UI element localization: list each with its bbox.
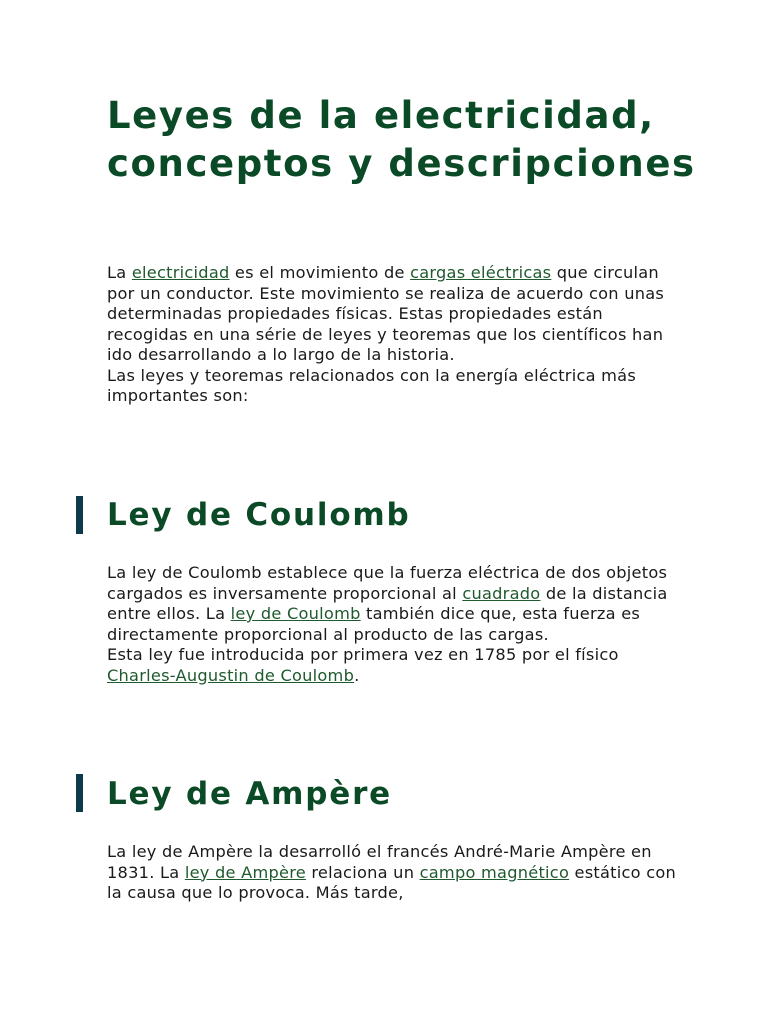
link-campo-magnetico[interactable]: campo magnético — [419, 862, 570, 882]
intro-text-1: La — [107, 263, 132, 282]
link-ley-de-ampere[interactable]: ley de Ampère — [184, 862, 306, 882]
coulomb-text-4: Esta ley fue introducida por primera vez en 1785 por el físico — [107, 645, 619, 664]
heading-ley-de-ampere: Ley de Ampère — [107, 776, 393, 812]
coulomb-text-3: también dice que, esta fuerza es directamente proporcional al producto de las cargas. — [107, 604, 641, 644]
ampere-paragraph — [107, 842, 677, 904]
intro-text-3: que circulan por un conductor. Este movimiento se realiza de acuerdo con unas determinadas propiedades físicas. Estas propiedades están recogidas en una série de leyes y teoremas que los científicos han ido desarrollando a lo largo de la historia. — [107, 263, 665, 364]
section-marker-coulomb — [76, 496, 83, 534]
link-ley-de-coulomb[interactable]: ley de Coulomb — [230, 604, 361, 623]
link-cuadrado[interactable]: cuadrado — [462, 583, 541, 603]
heading-ley-de-coulomb: Ley de Coulomb — [107, 497, 411, 533]
ampere-text-3: estático con la causa que lo provoca. Más tarde, — [107, 862, 677, 902]
intro-text-2: es el movimiento de — [229, 263, 411, 282]
link-cargas-electricas[interactable]: cargas eléctricas — [410, 263, 552, 282]
coulomb-text-5: . — [354, 665, 360, 685]
intro-text-4: Las leyes y teoremas relacionados con la energía eléctrica más importantes son: — [107, 365, 637, 405]
coulomb-paragraph — [107, 563, 677, 686]
coulomb-text-1: La ley de Coulomb establece que la fuerza eléctrica de dos objetos cargados es inversamente proporcional al — [107, 563, 668, 603]
section-marker-ampere — [76, 774, 83, 812]
link-electricidad[interactable]: electricidad — [131, 263, 230, 282]
intro-paragraph — [107, 263, 677, 407]
ampere-text-2: relaciona un — [305, 862, 420, 882]
coulomb-text-2: de la distancia entre ellos. La — [107, 583, 668, 623]
ampere-text-1: La ley de Ampère la desarrolló el francés André-Marie Ampère en 1831. La — [107, 842, 652, 882]
page-title: Leyes de la electricidad, conceptos y descripciones — [107, 94, 696, 185]
link-charles-augustin-de-coulomb[interactable]: Charles-Augustin de Coulomb — [107, 665, 355, 685]
